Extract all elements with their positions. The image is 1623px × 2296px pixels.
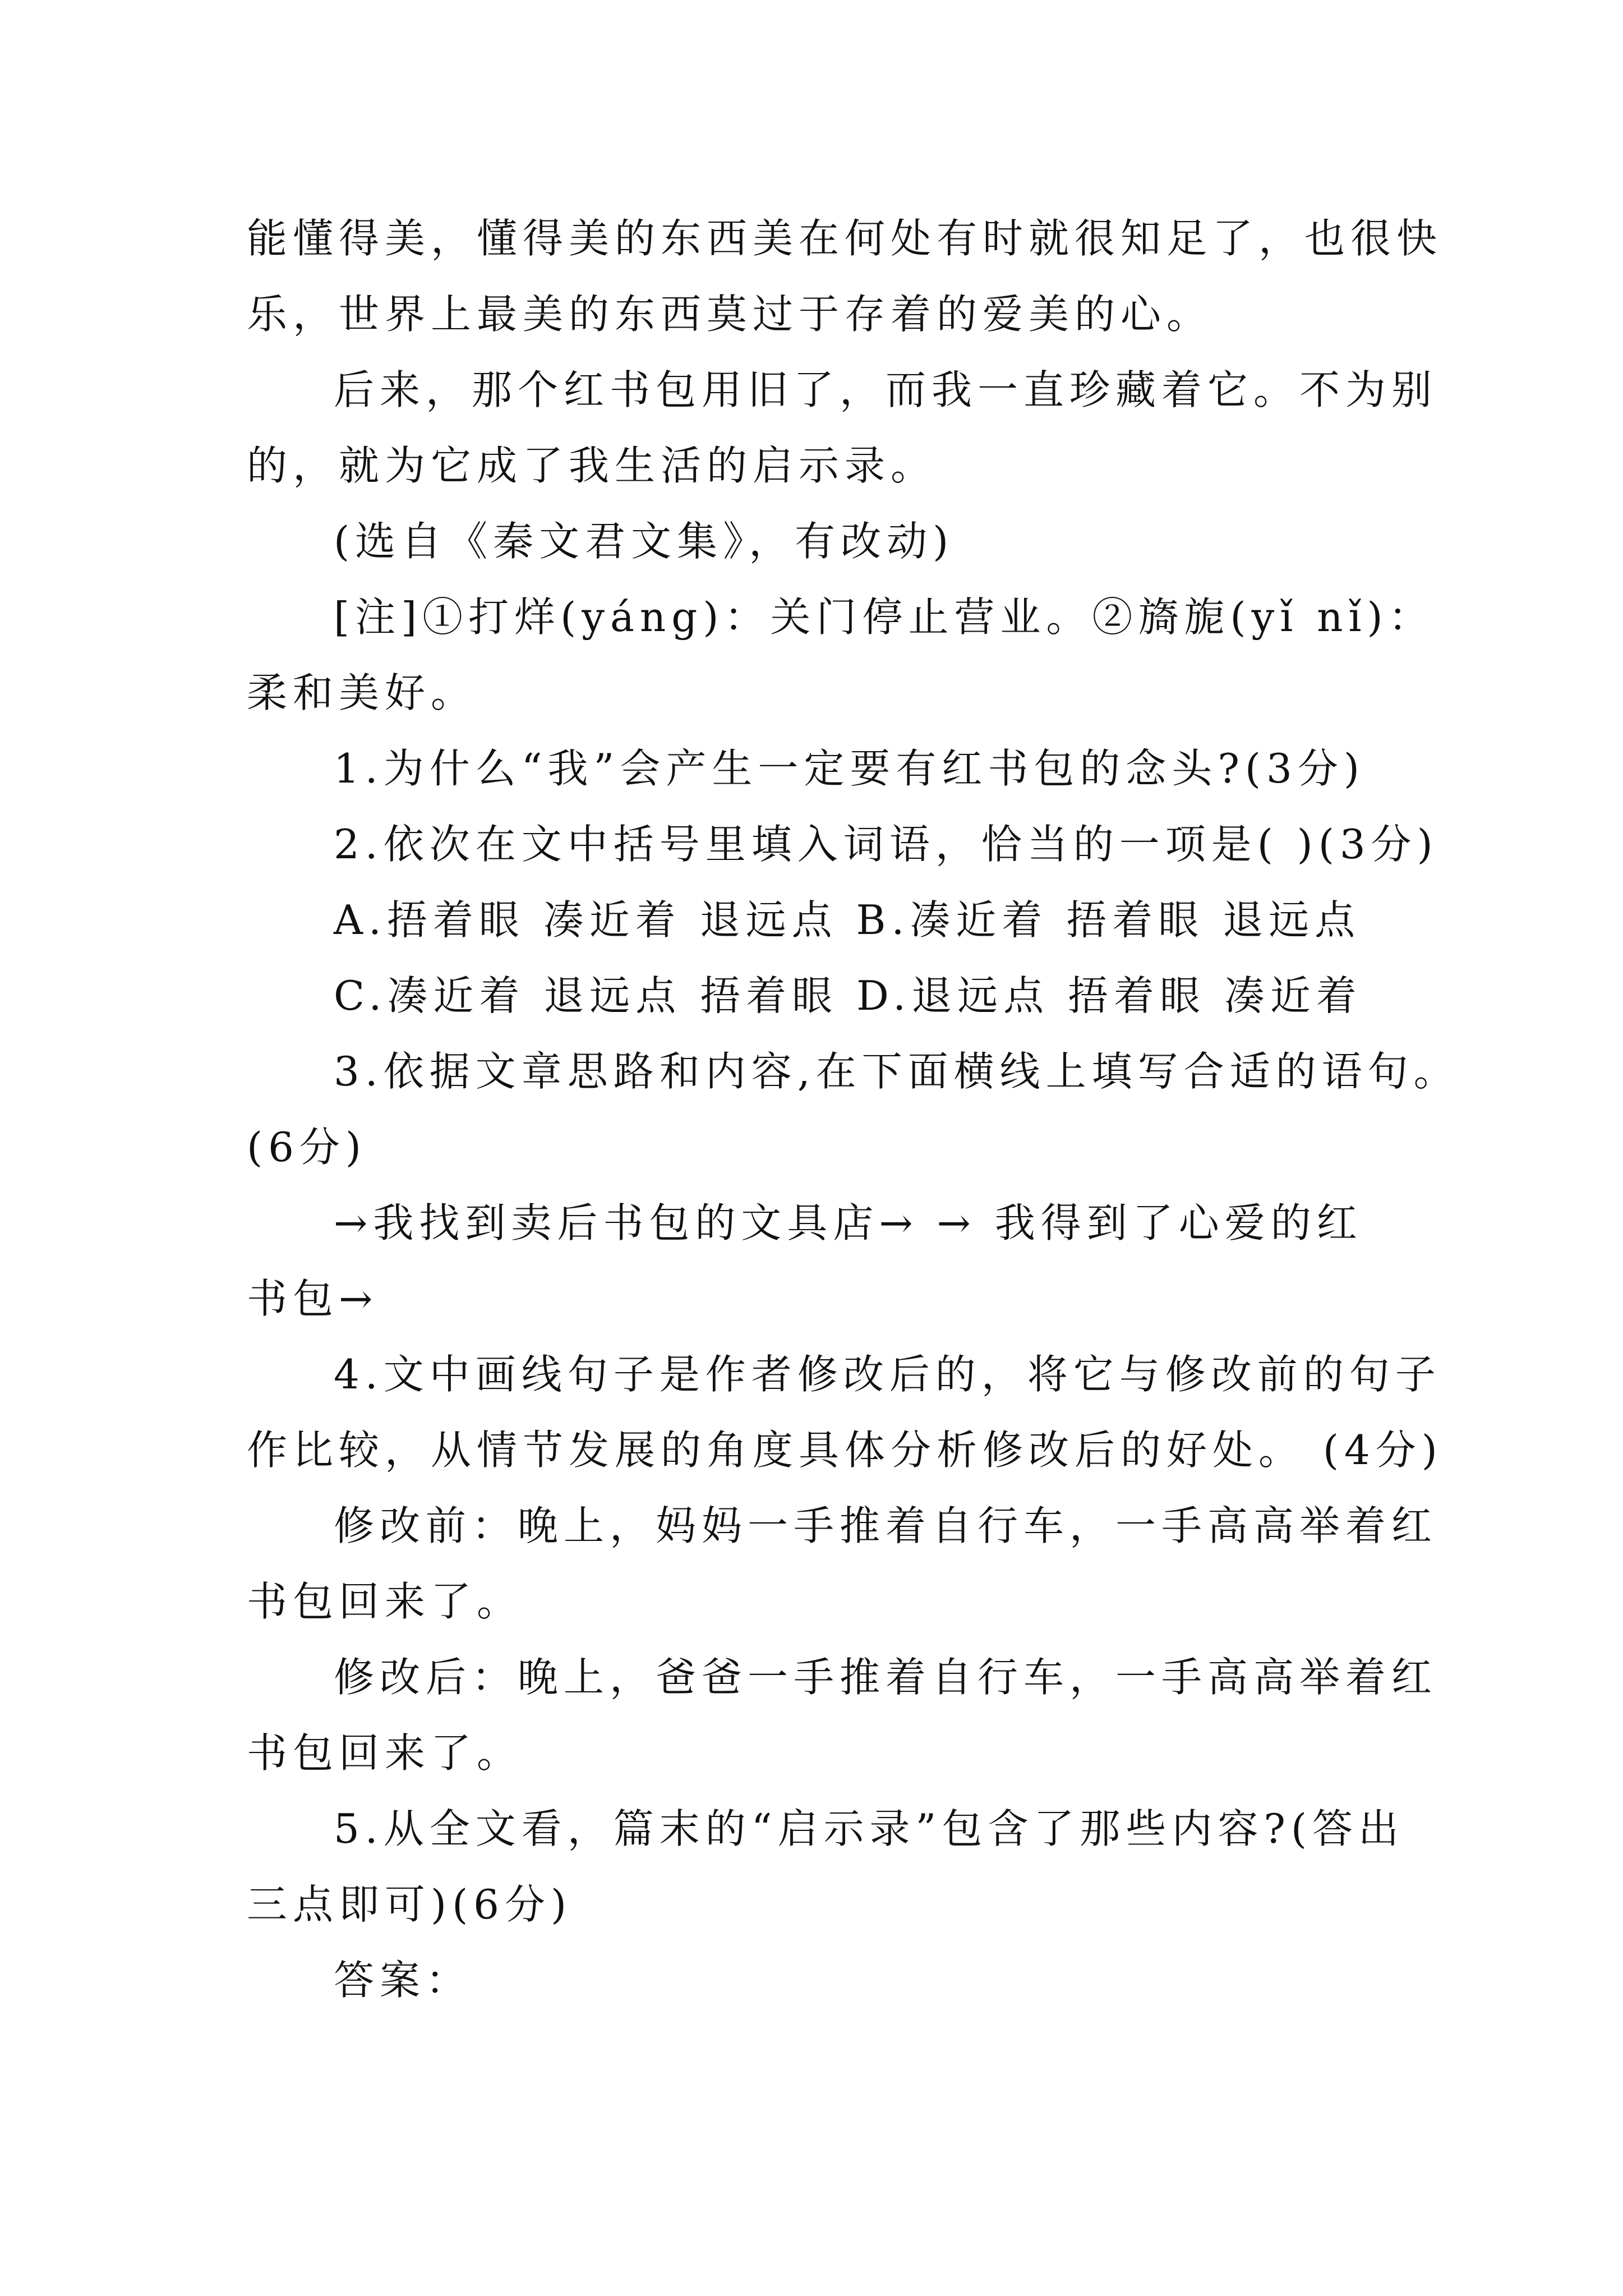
- footnote-line-2: 柔和美好。: [247, 669, 477, 716]
- question-3-flow-line-2: 书包→: [247, 1275, 379, 1322]
- before-revision-cont: 书包回来了。: [247, 1578, 523, 1625]
- question-3: 3.依据文章思路和内容,在下面横线上填写合适的语句。: [334, 1048, 1460, 1095]
- question-5-cont: 三点即可)(6分): [247, 1881, 573, 1928]
- question-3-flow-line-1: →我找到卖后书包的文具店→ → 我得到了心爱的红: [334, 1199, 1363, 1246]
- question-4: 4.文中画线句子是作者修改后的，将它与修改前的句子: [334, 1351, 1441, 1398]
- text-line-4: 的，就为它成了我生活的启示录。: [247, 442, 937, 489]
- question-5: 5.从全文看，篇末的“启示录”包含了那些内容?(答出: [334, 1805, 1405, 1852]
- after-revision: 修改后：晚上，爸爸一手推着自行车，一手高高举着红: [334, 1654, 1438, 1701]
- footnote-line-1: [注]①打烊(yáng)：关门停止营业。②旖旎(yǐ nǐ)：: [334, 593, 1435, 641]
- text-line-2: 乐，世界上最美的东西莫过于存着的爱美的心。: [247, 291, 1213, 338]
- question-4-cont: 作比较，从情节发展的角度具体分析修改后的好处。 (4分): [247, 1427, 1443, 1474]
- before-revision: 修改前：晚上，妈妈一手推着自行车，一手高高举着红: [334, 1502, 1438, 1549]
- question-1: 1.为什么“我”会产生一定要有红书包的念头?(3分): [334, 745, 1365, 792]
- question-3-score: (6分): [247, 1124, 367, 1171]
- question-2: 2.依次在文中括号里填入词语，恰当的一项是( )(3分): [334, 821, 1438, 868]
- text-line-3: 后来，那个红书包用旧了，而我一直珍藏着它。不为别: [334, 366, 1438, 413]
- answer-heading: 答案：: [334, 1957, 472, 2004]
- after-revision-cont: 书包回来了。: [247, 1729, 523, 1777]
- source-note: (选自《秦文君文集》，有改动): [334, 518, 955, 565]
- question-2-options-ab: A.捂着眼 凑近着 退远点 B.凑近着 捂着眼 退远点: [334, 896, 1361, 944]
- text-line-1: 能懂得美，懂得美的东西美在何处有时就很知足了，也很快: [247, 215, 1443, 262]
- question-2-options-cd: C.凑近着 退远点 捂着眼 D.退远点 捂着眼 凑近着: [334, 972, 1362, 1019]
